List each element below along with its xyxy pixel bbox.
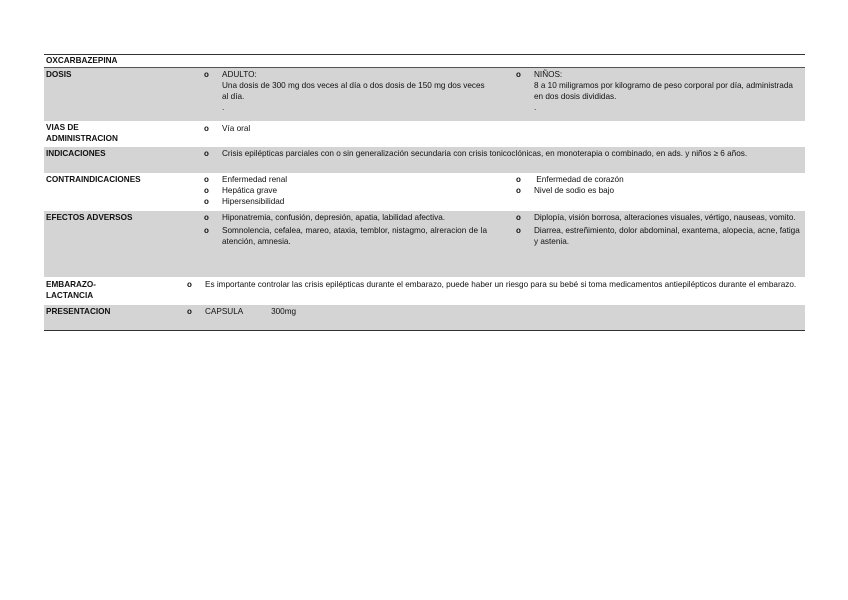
bullet-icon: o xyxy=(204,175,209,184)
child-dot: . xyxy=(534,103,537,112)
bullet-icon: o xyxy=(516,175,521,184)
bullet-icon: o xyxy=(204,213,209,222)
list-item xyxy=(516,185,804,196)
embarazo-cell xyxy=(187,279,804,290)
indicaciones-text: Crisis epilépticas parciales con o sin generalización secundaria con crisis tonicoclónicas, en monoterapia o combinado, en ads. y niños ≥ 6 años. xyxy=(222,149,748,158)
list-item xyxy=(187,279,804,290)
adult-dose-cell xyxy=(204,69,489,113)
list-item xyxy=(204,212,487,223)
row-label: CONTRAINDICACIONES xyxy=(46,175,141,184)
bullet-icon: o xyxy=(187,280,192,289)
adult-dot: . xyxy=(222,103,225,112)
drug-table xyxy=(44,54,805,331)
bullet-icon: o xyxy=(204,197,209,206)
efectos-text: Diarrea, estreñimiento, dolor abdominal, exantema, alopecia, acne, fatiga y astenia. xyxy=(534,226,800,246)
row-contraindicaciones xyxy=(44,173,805,211)
efectos-left-cell xyxy=(204,212,487,247)
table-title: OXCARBAZEPINA xyxy=(44,55,805,68)
row-label: INDICACIONES xyxy=(46,149,106,158)
indicaciones-cell xyxy=(204,148,749,159)
list-item xyxy=(516,174,804,185)
list-item xyxy=(204,196,489,207)
bullet-icon: o xyxy=(204,226,209,235)
list-item xyxy=(516,225,804,247)
child-dose-cell xyxy=(516,69,804,113)
bullet-icon: o xyxy=(516,70,521,79)
list-item xyxy=(204,225,487,247)
presentacion-form: CAPSULA xyxy=(205,307,243,316)
efectos-right-cell xyxy=(516,212,804,247)
row-embarazo xyxy=(44,277,805,305)
vias-cell xyxy=(204,123,784,134)
child-text: 8 a 10 miligramos por kilogramo de peso corporal por día, administrada en dos dosis divididas. xyxy=(534,81,793,101)
list-item xyxy=(204,174,489,185)
row-label: EFECTOS ADVERSOS xyxy=(46,213,133,222)
row-dosis xyxy=(44,68,805,121)
contra-text: Hepática grave xyxy=(222,186,278,195)
presentacion-dose: 300mg xyxy=(271,307,297,316)
row-label: EMBARAZO-LACTANCIA xyxy=(46,280,97,300)
child-heading: NIÑOS: xyxy=(534,70,563,79)
vias-text: Vía oral xyxy=(222,124,251,133)
adult-text: Una dosis de 300 mg dos veces al día o dos dosis de 150 mg dos veces al día. xyxy=(222,81,485,101)
bullet-icon: o xyxy=(187,307,192,316)
presentacion-cell xyxy=(187,306,587,317)
bullet-icon: o xyxy=(204,124,209,133)
row-label: DOSIS xyxy=(46,70,72,79)
adult-heading: ADULTO: xyxy=(222,70,257,79)
list-item xyxy=(516,212,804,223)
row-label: PRESENTACION xyxy=(46,307,111,316)
row-vias xyxy=(44,121,805,147)
contra-text: Enfermedad renal xyxy=(222,175,288,184)
row-indicaciones xyxy=(44,147,805,173)
list-item xyxy=(204,185,489,196)
bullet-icon: o xyxy=(516,213,521,222)
list-item xyxy=(516,69,804,113)
contra-right-cell xyxy=(516,174,804,196)
row-efectos xyxy=(44,211,805,277)
contra-text: Enfermedad de corazón xyxy=(534,175,624,184)
list-item xyxy=(204,69,489,113)
efectos-text: Diplopía, visión borrosa, alteraciones visuales, vértigo, nauseas, vomito. xyxy=(534,213,796,222)
bullet-icon: o xyxy=(516,226,521,235)
contra-left-cell xyxy=(204,174,489,207)
bullet-icon: o xyxy=(204,186,209,195)
contra-text: Hipersensibilidad xyxy=(222,197,285,206)
embarazo-text: Es importante controlar las crisis epilépticas durante el embarazo, puede haber un riesgo para su bebé si toma medicamentos antiepilépticos durante el embarazo. xyxy=(205,280,797,289)
list-item xyxy=(204,148,749,159)
bullet-icon: o xyxy=(204,70,209,79)
list-item xyxy=(187,306,587,317)
efectos-text: Somnolencia, cefalea, mareo, ataxia, temblor, nistagmo, alreracion de la atención, amnesia. xyxy=(222,226,487,246)
row-label: VIAS DE ADMINISTRACION xyxy=(46,123,118,143)
bullet-icon: o xyxy=(204,149,209,158)
efectos-text: Hiponatremia, confusión, depresión, apatia, labilidad afectiva. xyxy=(222,213,446,222)
bullet-icon: o xyxy=(516,186,521,195)
contra-text: Nivel de sodio es bajo xyxy=(534,186,615,195)
list-item xyxy=(204,123,784,134)
row-presentacion xyxy=(44,305,805,330)
